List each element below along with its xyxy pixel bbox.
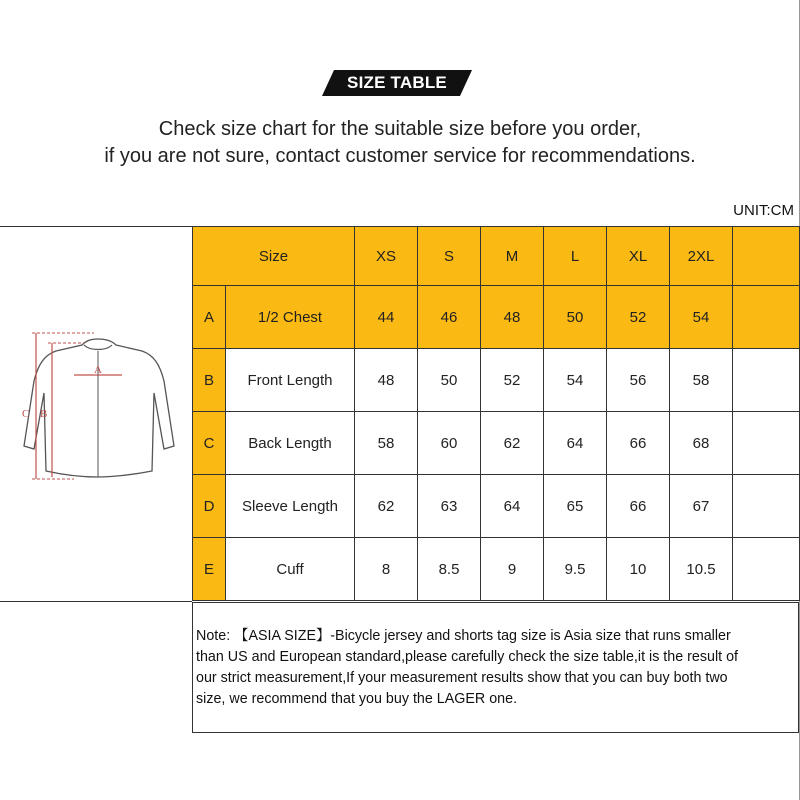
value-cell: 65 [544, 475, 607, 538]
size-header-cell: S [418, 227, 481, 286]
row-name: 1/2 Chest [226, 286, 355, 349]
blank-cell [733, 349, 800, 412]
note-line-1: Note: 【ASIA SIZE】-Bicycle jersey and shorts tag size is Asia size that runs smaller [196, 628, 731, 644]
value-cell: 46 [418, 286, 481, 349]
row-name: Back Length [226, 412, 355, 475]
size-header-cell: M [481, 227, 544, 286]
measurement-row-a [193, 286, 800, 349]
row-letter: E [193, 538, 226, 601]
value-cell: 8 [355, 538, 418, 601]
value-cell: 54 [544, 349, 607, 412]
size-table-banner [322, 70, 472, 96]
diagram-label-b: B [40, 408, 48, 420]
unit-label: UNIT:CM [733, 202, 794, 219]
row-letter: C [193, 412, 226, 475]
value-cell: 54 [670, 286, 733, 349]
row-name: Cuff [226, 538, 355, 601]
size-header-cell: XL [607, 227, 670, 286]
diagram-label-a: A [94, 364, 102, 376]
value-cell: 52 [481, 349, 544, 412]
row-letter: D [193, 475, 226, 538]
banner-title: SIZE TABLE [347, 73, 447, 92]
size-header-cell: XS [355, 227, 418, 286]
size-header-label: Size [193, 227, 355, 286]
value-cell: 44 [355, 286, 418, 349]
value-cell: 66 [607, 412, 670, 475]
value-cell: 60 [418, 412, 481, 475]
value-cell: 56 [607, 349, 670, 412]
diagram-label-c: C [22, 408, 30, 420]
row-letter: B [193, 349, 226, 412]
jersey-diagram-panel [0, 226, 192, 602]
value-cell: 48 [481, 286, 544, 349]
note-line-3: our strict measurement,If your measurement results show that you can buy both two [196, 670, 728, 686]
size-header-cell: L [544, 227, 607, 286]
note-line-4: size, we recommend that you buy the LAGER one. [196, 691, 518, 707]
value-cell: 9.5 [544, 538, 607, 601]
jersey-collar [84, 345, 112, 350]
value-cell: 48 [355, 349, 418, 412]
blank-cell [733, 286, 800, 349]
size-table [192, 226, 800, 601]
value-cell: 50 [544, 286, 607, 349]
intro-line-2: if you are not sure, contact customer service for recommendations. [104, 145, 696, 167]
value-cell: 10.5 [670, 538, 733, 601]
row-name: Sleeve Length [226, 475, 355, 538]
intro-line-1: Check size chart for the suitable size before you order, [158, 118, 642, 140]
size-header-row [193, 227, 800, 286]
value-cell: 62 [481, 412, 544, 475]
measurement-row-b [193, 349, 800, 412]
value-cell: 9 [481, 538, 544, 601]
value-cell: 8.5 [418, 538, 481, 601]
note-line-2: than US and European standard,please carefully check the size table,it is the result of [196, 649, 739, 665]
row-letter: A [193, 286, 226, 349]
blank-cell [733, 227, 800, 286]
measurement-row-d [193, 475, 800, 538]
value-cell: 63 [418, 475, 481, 538]
size-note [192, 602, 799, 733]
jersey-diagram [14, 331, 184, 481]
value-cell: 58 [670, 349, 733, 412]
measurement-row-c [193, 412, 800, 475]
value-cell: 67 [670, 475, 733, 538]
value-cell: 64 [481, 475, 544, 538]
blank-cell [733, 538, 800, 601]
value-cell: 58 [355, 412, 418, 475]
value-cell: 64 [544, 412, 607, 475]
value-cell: 52 [607, 286, 670, 349]
blank-cell [733, 412, 800, 475]
value-cell: 10 [607, 538, 670, 601]
value-cell: 66 [607, 475, 670, 538]
row-name: Front Length [226, 349, 355, 412]
value-cell: 50 [418, 349, 481, 412]
value-cell: 68 [670, 412, 733, 475]
measurement-row-e [193, 538, 800, 601]
blank-cell [733, 475, 800, 538]
size-header-cell: 2XL [670, 227, 733, 286]
value-cell: 62 [355, 475, 418, 538]
